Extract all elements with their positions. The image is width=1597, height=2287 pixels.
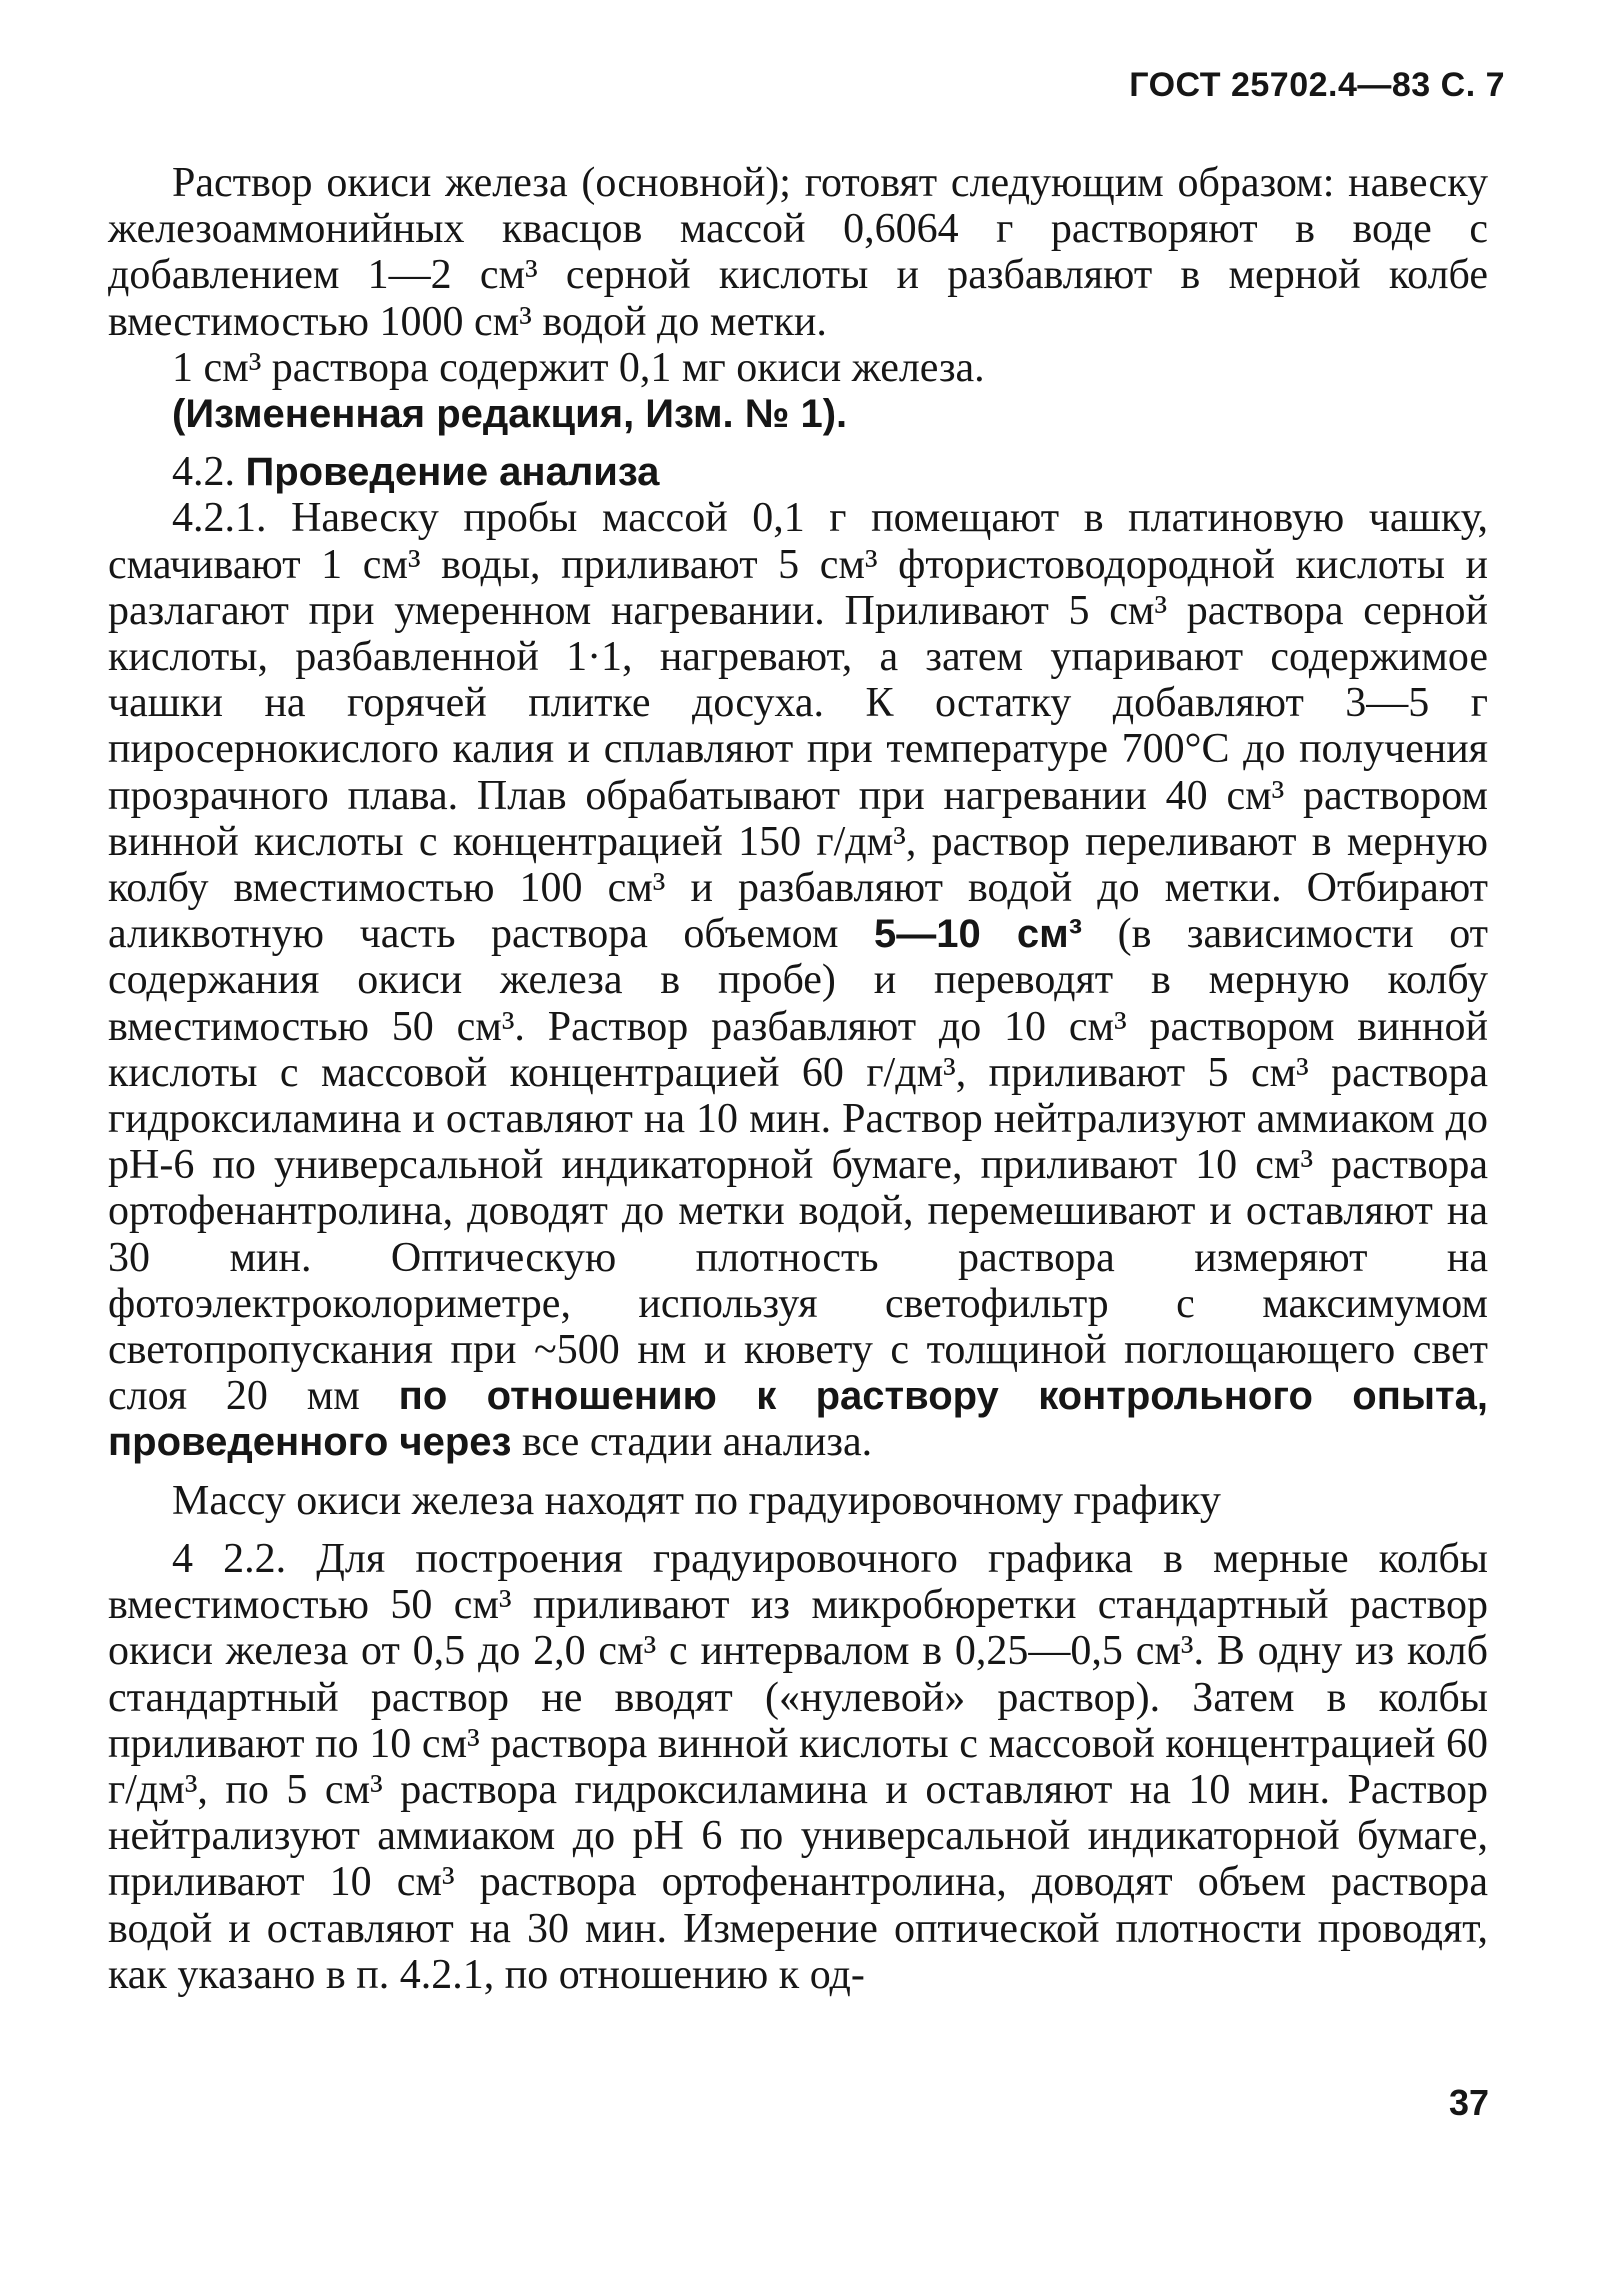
editorial-amendment-note: (Измененная редакция, Изм. № 1).	[172, 392, 848, 437]
paragraph-calibration-reference: Массу окиси железа находят по градуировочному графику	[172, 1477, 1221, 1524]
section-heading	[108, 449, 1488, 495]
page-number: 37	[1448, 2082, 1489, 2123]
document-body	[108, 160, 1488, 1998]
procedure-text-part-2: (в зависимости от содержания окиси железа в пробе) и переводят в мерную колбу вместимостью 50 см³. Раствор разбавляют до 10 см³ раствором винной кислоты с массовой концентрацией 60 г/дм³, приливают 5 см³ раствора гидроксиламина и оставляют на 10 мин. Раствор нейтрализуют аммиаком до рН-6 по универсальной индикаторной бумаге, приливают 10 см³ раствора ортофенантролина, доводят до метки водой, перемешивают и оставляют на 30 мин. Оптическую плотность раствора измеряют на фотоэлектроколориметре, используя светофильтр с максимумом светопропускания при ~500 нм и кювету с толщиной поглощающего свет слоя 20 мм	[108, 911, 1489, 1420]
procedure-bold-volume: 5—10 см³	[873, 912, 1083, 957]
procedure-text-part-1: 4.2.1. Навеску пробы массой 0,1 г помещают в платиновую чашку, смачивают 1 см³ воды, приливают 5 см³ фтористоводородной кислоты и разлагают при умеренном нагревании. Приливают 5 см³ раствора серной кислоты, разбавленной 1·1, нагревают, а затем упаривают содержимое чашки на горячей плитке досуха. К остатку добавляют 3—5 г пиросернокислого калия и сплавляют при температуре 700°С до получения прозрачного плава. Плав обрабатывают при нагревании 40 см³ раствором винной кислоты с концентрацией 150 г/дм³, раствор переливают в мерную колбу вместимостью 100 см³ и разбавляют водой до метки. Отбирают аликвотную часть раствора объемом	[108, 495, 1488, 958]
procedure-bold-control-reference: по отношению к раствору контрольного опыта, проведенного через	[108, 1374, 1489, 1465]
section-number: 4.2.	[172, 449, 235, 496]
paragraph-iron-oxide-stock-solution: Раствор окиси железа (основной); готовят следующим образом: навеску железоаммонийных квасцов массой 0,6064 г растворяют в воде с добавлением 1—2 см³ серной кислоты и разбавляют в мерной колбе вместимостью 1000 см³ водой до метки.	[108, 160, 1488, 345]
paragraph-analysis-procedure	[108, 495, 1488, 1465]
procedure-text-end: все стадии анализа.	[521, 1419, 873, 1466]
paragraph-calibration-procedure: 4 2.2. Для построения градуировочного графика в мерные колбы вместимостью 50 см³ приливают из микробюретки стандартный раствор окиси железа от 0,5 до 2,0 см³ с интервалом в 0,25—0,5 см³. В одну из колб стандартный раствор не вводят («нулевой» раствор). Затем в колбы приливают по 10 см³ раствора винной кислоты с массовой концентрацией 60 г/дм³, по 5 см³ раствора гидроксиламина и оставляют на 10 мин. Раствор нейтрализуют аммиаком до рН 6 по универсальной индикаторной бумаге, приливают 10 см³ раствора ортофенантролина, доводят объем раствора водой и оставляют на 30 мин. Измерение оптической плотности проводят, как указано в п. 4.2.1, по отношению к од-	[108, 1535, 1488, 1998]
paragraph-concentration-note: 1 см³ раствора содержит 0,1 мг окиси железа.	[172, 344, 985, 391]
section-title: Проведение анализа	[245, 450, 660, 495]
page-header-document-code: ГОСТ 25702.4—83 С. 7	[1129, 66, 1505, 104]
